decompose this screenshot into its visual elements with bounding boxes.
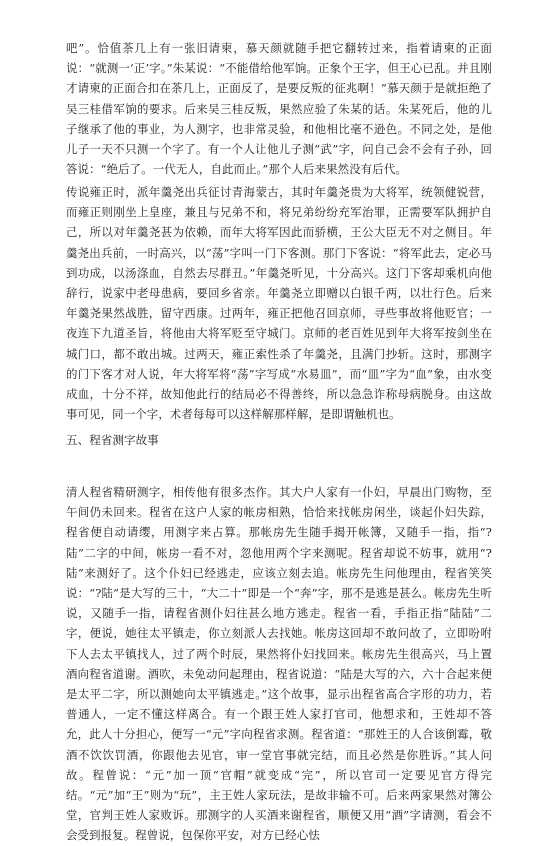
paragraph-cheng-sheng-story: 清人程省精研测字，相传他有很多杰作。其大户人家有一仆妇，早晨出门购物，至午间仍未回来。程省在这户人家的帐房相熟，恰恰来找帐房闲坐，谈起仆妇失踪，程省便自动请缨，用测字来占算。那帐房先生随手揭开帐簿，又随手一指，指“?陆”二字的中间，帐房一看不对，忽他用两个字来测呢。程省却说不妨事，就用“?陆”来测好了。这个仆妇已经逃走，应该立刻去追。帐房先生问他理由，程省笑笑说：“?陆”是大写的三十，“大二十”即是一个“奔”字，那不是逃是甚么。帐房先生听说，又随手一指，请程省测仆妇往甚么地方逃走。程省一看，手指正指“陆陆”二字，便说，她往太平镇走，你立刻派人去找她。帐房这回却不敢问故了，立即吩咐下人去太平镇找人，过了两个时辰，果然将仆妇找回来。帐房先生很高兴，马上置酒向程省道谢。酒吹，未免动问起理由，程省说道：“陆是大写的六，六十合起来便是太平二字，所以测她向太平镇逃走。”这个故事，显示出程省高合字形的功力，若普通人，一定不懂这样离合。有一个跟王姓人家打官司，他想求和，王姓却不答允，此人十分担心，便写一“元”字向程省求测。程省道：“那姓王的人合该倒霉，敬酒不饮饮罚酒，你跟他去见官，审一堂官事就完结，而且必然是你胜诉。”其人问故。程曾说：“元”加一顶“官帽”就变成“完”，所以官司一定要见官方得完结。“元”加“王”则为“玩”，主王姓人家玩法，是故非输不可。后来两家果然对簿公堂，官判王姓人家败诉。那测字的人买酒来谢程省，顺便又用“酒”字请测，看会不会受到报复。程曾说，包保你平安，对方已经心怯 bbox=[66, 485, 492, 843]
paragraph-nian-gengyao-story: 传说雍正时，派年羹尧出兵征讨青海蒙古，其时年羹尧贵为大将军，统领健锐营，而雍正则刚坐上皇座，兼且与兄弟不和，将兄弟纷纷充军治罪，正需要军队拥护自己，所以对年羹尧甚为依赖，而年大将军因此而骄横，王公大臣无不对之侧目。年羹尧出兵前，一时高兴，以“荡”字叫一门下客测。那门下客说：“将军此去，定必马到功成，以汤涤血，自然去尽群丑。”年羹尧听见，十分高兴。这门下客却乘机向他辞行，说家中老母患病，要回乡省亲。年羹尧立即赠以白银千两，以壮行色。后来年羹尧果然战胜，留守西康。过两年，雍正把他召回京师，寻些事故将他贬官；一夜连下九道圣旨，将他由大将军贬至守城门。京师的老百姓见到年大将军按剑坐在城门口，都不敢出城。过两天，雍正索性杀了年羹尧，且满门抄斩。这时，那测字的门下客才对人说，年大将军将“荡”字写成“水易皿”，而“皿”字为“血”象，由水变成血，十分不祥，故知他此行的结局必不得善终，所以急急诈称母病脱身。由这故事可见，同一个字，术者每每可以这样解那样解，是即谓触机也。 bbox=[66, 185, 492, 422]
paragraph-mu-tianyan-story: 吧”。恰值茶几上有一张旧请柬，慕天颜就随手把它翻转过来，指着请柬的正面说：“就测一‘正’字。”朱某说：“不能借给他军饷。正象个王字，但王心已乱。并且刚才请柬的正面合扣在茶几上，正面反了，是要反叛的征兆啊！”慕天颜于是就拒绝了吴三桂借军饷的要求。后来吴三桂反叛，果然应验了朱某的话。朱某死后，他的儿子继承了他的事业，为人测字，也非常灵验，和他相比毫不逊色。不同之处，是他儿子一天不只测一个字了。有一个人让他儿子测“武”字，问自己会不会有子孙，回答说：“绝后了。一代无人，自此而止。”那个人后来果然没有后代。 bbox=[66, 41, 492, 177]
section-heading: 五、程省测字故事 bbox=[66, 433, 159, 447]
